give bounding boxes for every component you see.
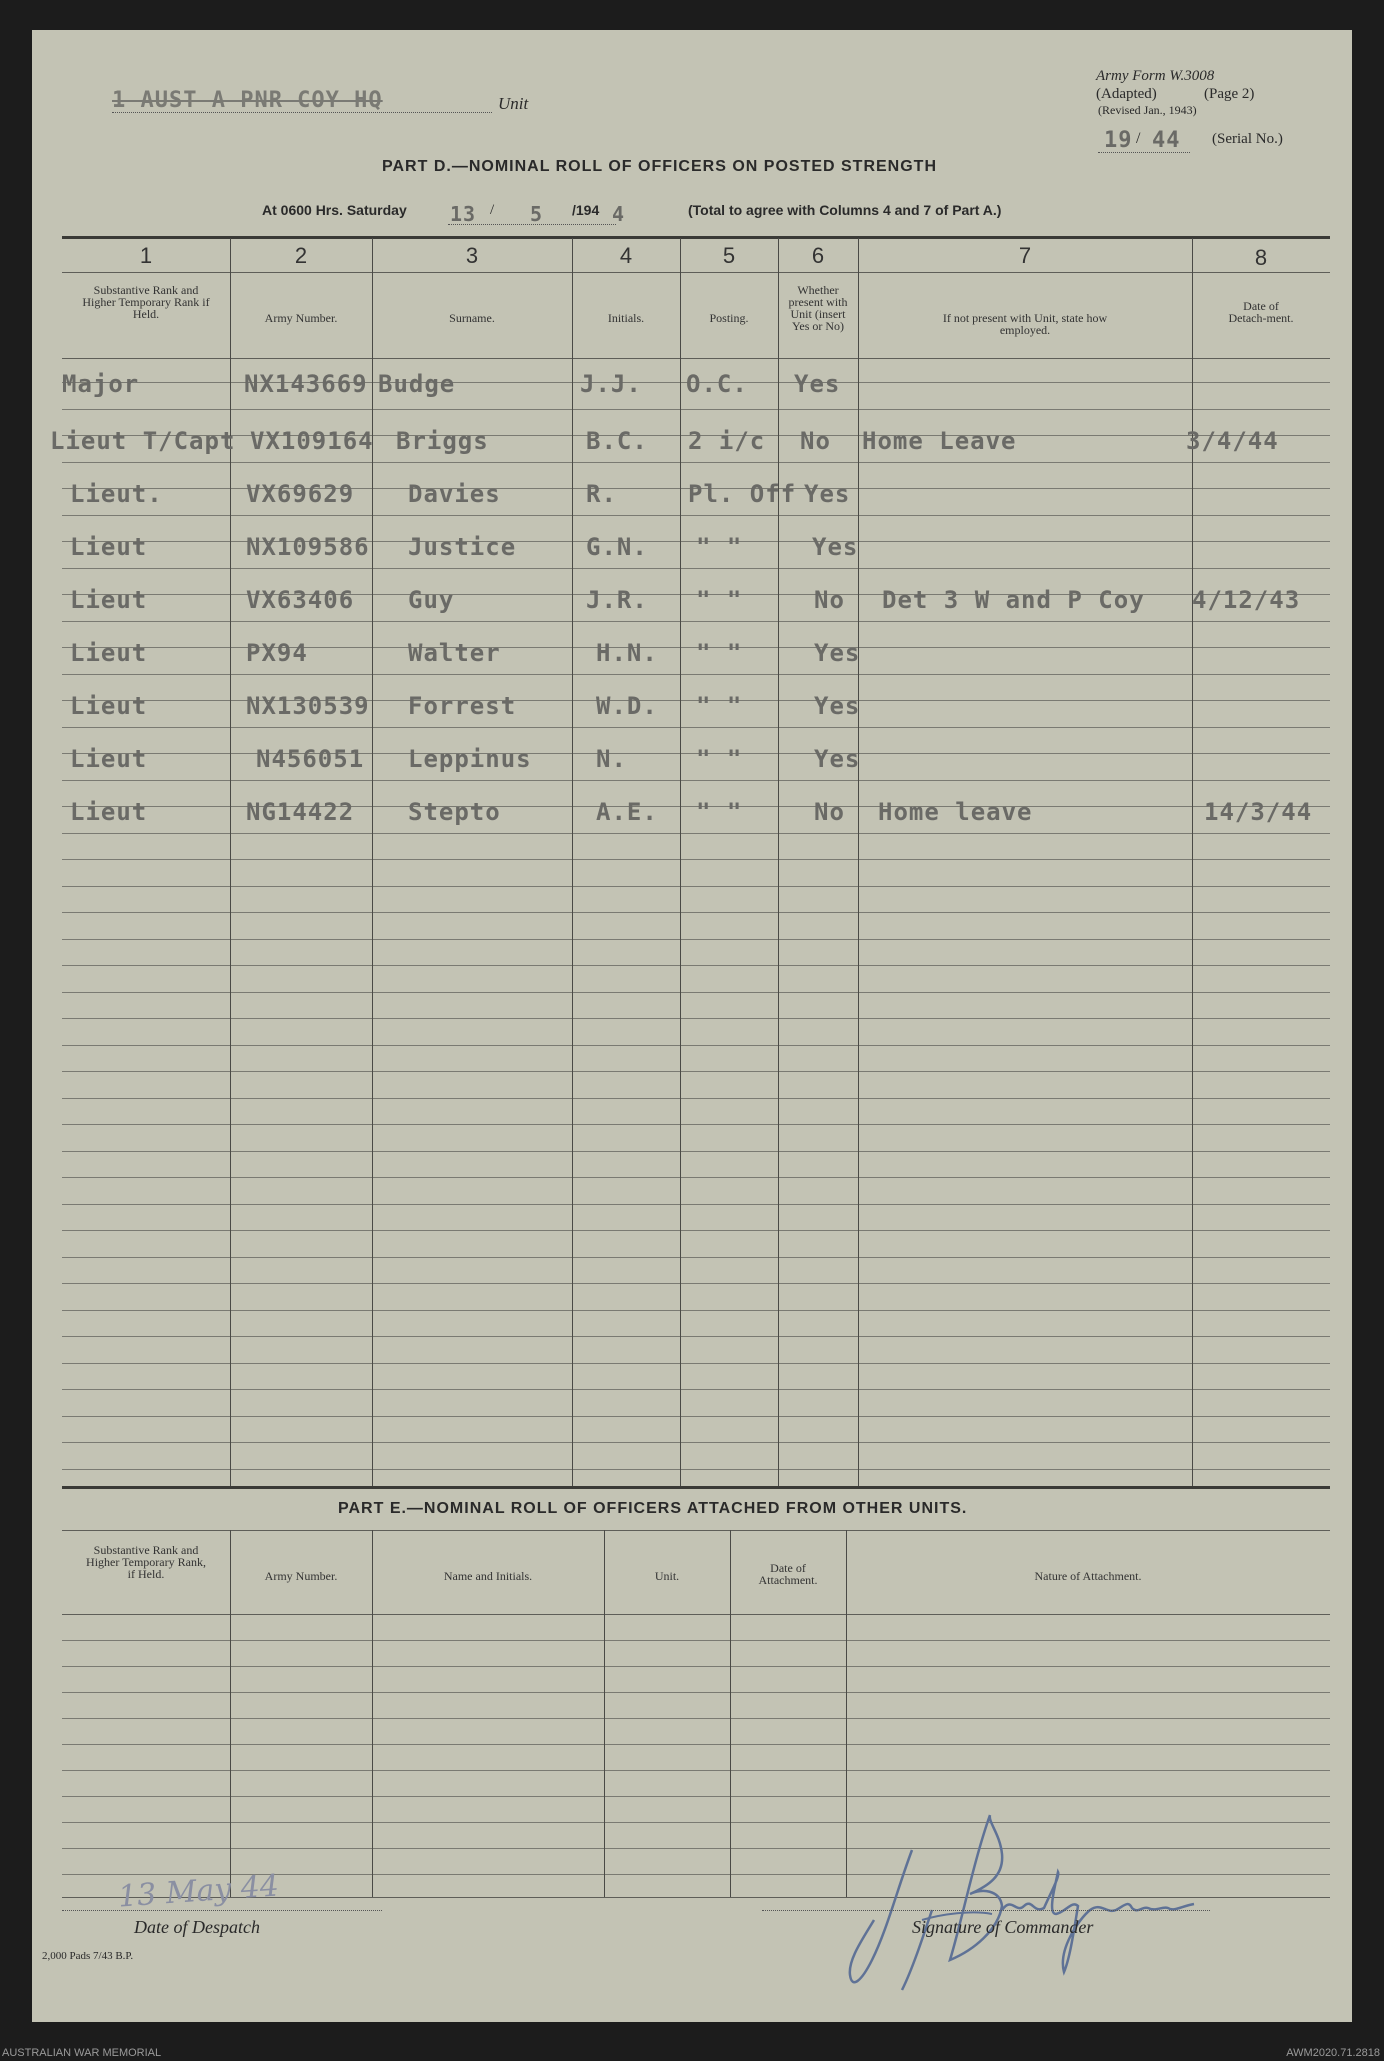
signature-underline [762,1910,1210,1911]
cell-initials: R. [586,480,617,508]
cell-number: VX109164 [250,427,374,455]
cell-initials: J.J. [580,370,642,398]
header-unit: Unit. [654,1569,680,1583]
ruled-line [62,1744,1330,1745]
ruled-line [62,1336,1330,1337]
col-divider [230,238,231,1486]
cell-posting: " " [696,639,743,667]
cell-surname: Stepto [408,798,501,826]
ruled-line [62,515,1330,516]
ruled-line [62,1389,1330,1390]
cell-surname: Walter [408,639,501,667]
cell-surname: Justice [408,533,517,561]
date-day: 13 [450,202,477,226]
header-employed: If not present with Unit, state how employed. [942,311,1108,337]
ruled-line [62,727,1330,728]
column-number: 3 [465,243,479,268]
cell-number: N456051 [256,745,365,773]
header-date-detachment: Date of Detach-ment. [1228,299,1294,325]
ruled-line [62,1692,1330,1693]
ruled-line [62,1018,1330,1019]
cell-employed: Home Leave [862,427,1017,455]
cell-number: NX130539 [246,692,370,720]
ruled-line [62,1310,1330,1311]
despatch-underline [62,1910,382,1911]
ruled-line [62,939,1330,940]
ruled-line [62,1177,1330,1178]
cell-present: Yes [814,692,861,720]
cell-rank: Lieut [70,745,148,773]
col-divider [230,1530,231,1897]
header-army-number: Army Number. [264,1569,338,1583]
ruled-line [62,1045,1330,1046]
cell-rank: Lieut [70,639,148,667]
ruled-line [62,1718,1330,1719]
army-form-label: Army Form W.3008 [1096,68,1215,84]
cell-date: 3/4/44 [1186,427,1279,455]
cell-present: Yes [804,480,851,508]
column-number: 1 [139,243,153,268]
header-rank: Substantive Rank and Higher Temporary Rank if Held. [82,283,210,321]
page-label: (Page 2) [1204,86,1255,102]
cell-surname: Guy [408,586,455,614]
ruled-line [62,1230,1330,1231]
header-initials: Initials. [607,311,645,325]
unit-label: Unit [498,94,529,113]
ruled-line [62,1124,1330,1125]
footer-left: AUSTRALIAN WAR MEMORIAL [2,2047,162,2059]
adapted-label: (Adapted) [1096,86,1157,102]
print-info: 2,000 Pads 7/43 B.P. [42,1950,134,1962]
cell-posting: " " [696,586,743,614]
col-divider [858,238,859,1486]
ruled-line [62,886,1330,887]
date-year-digit: 4 [612,202,626,226]
ruled-line [62,1770,1330,1771]
serial-number-2: 44 [1152,128,1181,153]
ruled-line [62,1071,1330,1072]
cell-initials: W.D. [596,692,658,720]
col-divider [730,1530,731,1897]
cell-rank: Lieut [70,692,148,720]
ruled-line [62,780,1330,781]
serial-slash: / [1136,130,1141,147]
cell-surname: Briggs [396,427,489,455]
part-e-header-rule [62,1614,1330,1615]
part-e-top-rule [62,1530,1330,1531]
footer-right: AWM2020.71.2818 [1286,2047,1380,2059]
total-note: (Total to agree with Columns 4 and 7 of Part A.) [688,202,1002,218]
date-year-prefix: /194 [572,202,600,218]
date-prefix: At 0600 Hrs. Saturday [262,202,407,218]
cell-posting: " " [696,745,743,773]
cell-present: No [814,798,845,826]
cell-surname: Forrest [408,692,517,720]
serial-number-1: 19 [1104,128,1133,153]
column-number: 8 [1254,245,1268,270]
despatch-label: Date of Despatch [134,1917,260,1937]
cell-posting: O.C. [686,370,748,398]
cell-posting: " " [696,798,743,826]
cell-rank: Lieut T/Capt [50,427,236,455]
ruled-line [62,992,1330,993]
cell-number: VX63406 [246,586,355,614]
ruled-line [62,462,1330,463]
column-number: 5 [722,243,736,268]
cell-posting: Pl. Off [688,480,797,508]
ruled-line [62,1640,1330,1641]
header-name-initials: Name and Initials. [443,1569,533,1583]
cell-posting: 2 i/c [688,427,766,455]
header-date-attachment: Date of Attachment. [758,1561,818,1587]
ruled-line [62,833,1330,834]
ruled-line [62,1469,1330,1470]
col-divider [604,1530,605,1897]
column-number-rule [62,272,1330,273]
ruled-line [62,1151,1330,1152]
cell-surname: Davies [408,480,501,508]
table-top-rule [62,236,1330,239]
header-present: Whether present with Unit (insert Yes or No) [788,283,848,333]
cell-number: PX94 [246,639,308,667]
ruled-line [62,912,1330,913]
cell-date: 4/12/43 [1192,586,1301,614]
cell-number: NX143669 [244,370,368,398]
date-month: 5 [530,202,544,226]
header-posting: Posting. [709,311,749,325]
ruled-line [62,1283,1330,1284]
cell-posting: " " [696,533,743,561]
ruled-line [62,1796,1330,1797]
table-bottom-rule [62,1486,1330,1489]
column-number: 2 [294,243,308,268]
column-number: 7 [1018,243,1032,268]
cell-present: Yes [812,533,859,561]
date-underline [448,224,616,225]
ruled-line [62,568,1330,569]
signature-label: Signature of Commander [912,1917,1094,1937]
col-divider [372,1530,373,1897]
ruled-line [62,965,1330,966]
cell-present: No [814,586,845,614]
col-divider [778,238,779,1486]
cell-date: 14/3/44 [1204,798,1313,826]
cell-number: NG14422 [246,798,355,826]
part-e-title: PART E.—NOMINAL ROLL OF OFFICERS ATTACHED FROM OTHER UNITS. [338,1500,968,1517]
ruled-line [62,1666,1330,1667]
cell-present: Yes [794,370,841,398]
header-army-number: Army Number. [264,311,338,325]
ruled-line [62,409,1330,410]
serial-label: (Serial No.) [1212,131,1283,147]
form-sheet [32,30,1352,2022]
cell-present: Yes [814,745,861,773]
cell-surname: Budge [378,370,456,398]
header-rank: Substantive Rank and Higher Temporary Rank, if Held. [86,1543,206,1581]
cell-number: VX69629 [246,480,355,508]
cell-surname: Leppinus [408,745,532,773]
ruled-line [62,1098,1330,1099]
col-divider [572,238,573,1486]
cell-initials: H.N. [596,639,658,667]
cell-initials: A.E. [596,798,658,826]
header-rule [62,358,1330,359]
cell-initials: B.C. [586,427,648,455]
col-divider [680,238,681,1486]
cell-present: Yes [814,639,861,667]
cell-number: NX109586 [246,533,370,561]
ruled-line [62,1442,1330,1443]
ruled-line [62,621,1330,622]
cell-posting: " " [696,692,743,720]
ruled-line [62,1416,1330,1417]
cell-initials: N. [596,745,627,773]
ruled-line [62,674,1330,675]
part-d-title: PART D.—NOMINAL ROLL OF OFFICERS ON POSTED STRENGTH [382,158,938,175]
ruled-line [62,1257,1330,1258]
cell-rank: Major [62,370,140,398]
cell-rank: Lieut. [70,480,163,508]
header-surname: Surname. [449,311,495,325]
cell-rank: Lieut [70,798,148,826]
despatch-date-handwritten: 13 May 44 [116,1868,281,1915]
unit-underline [112,112,492,113]
ruled-line [62,1363,1330,1364]
serial-underline [1098,152,1190,153]
cell-employed: Det 3 W and P Coy [882,586,1145,614]
cell-rank: Lieut [70,586,148,614]
cell-rank: Lieut [70,533,148,561]
col-divider [1192,238,1193,1486]
cell-initials: J.R. [586,586,648,614]
cell-employed: Home leave [878,798,1033,826]
column-number: 6 [811,243,825,268]
cell-initials: G.N. [586,533,648,561]
header-nature-attachment: Nature of Attachment. [1034,1569,1142,1583]
date-slash: / [490,202,495,218]
unit-typed: 1 AUST A PNR COY HQ [112,88,383,113]
column-number: 4 [619,243,633,268]
ruled-line [62,859,1330,860]
revised-label: (Revised Jan., 1943) [1098,103,1197,117]
col-divider [372,238,373,1486]
ruled-line [62,1204,1330,1205]
cell-present: No [800,427,831,455]
